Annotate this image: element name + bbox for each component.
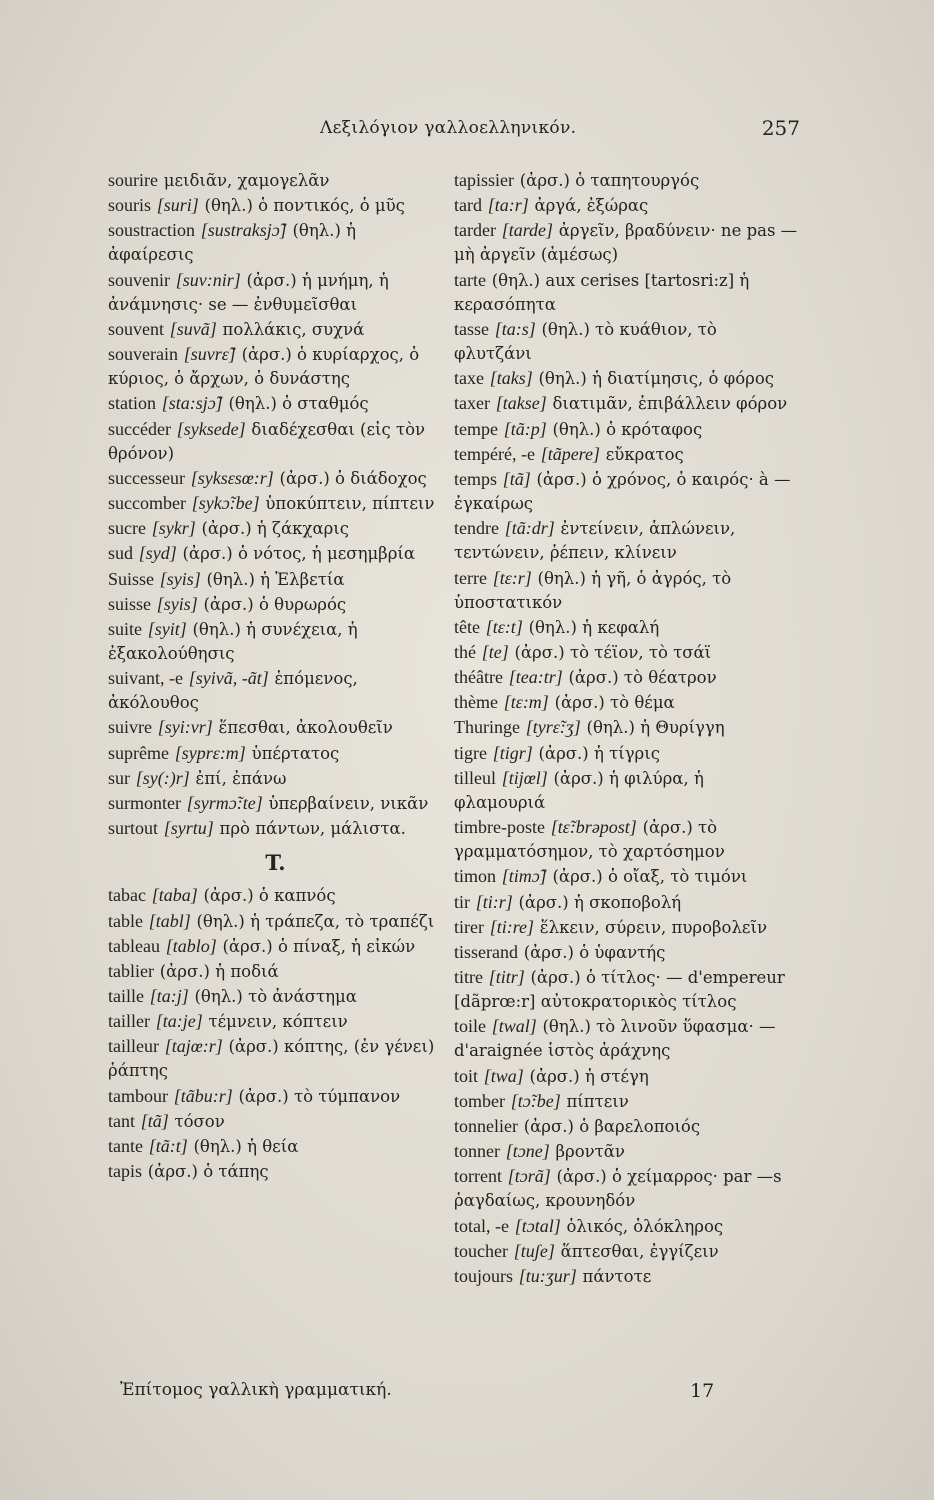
- entry-translation: (ἀρσ.) τὸ τέϊον, τὸ τσάϊ: [514, 642, 712, 662]
- dictionary-entry: [108, 984, 443, 1009]
- footer-signature-number: 17: [690, 1380, 715, 1402]
- page-header: [100, 118, 800, 148]
- entry-pronunciation: [takse]: [495, 393, 547, 414]
- entry-headword: tendre: [454, 518, 499, 539]
- entry-headword: sud: [108, 543, 134, 564]
- dictionary-entry: [108, 342, 443, 391]
- dictionary-entry: [454, 366, 799, 391]
- entry-pronunciation: [timɔ̃]: [501, 866, 547, 887]
- entry-headword: Suisse: [108, 568, 155, 589]
- dictionary-entry: [454, 665, 799, 690]
- entry-pronunciation: [tyrɛ̃:ʒ]: [525, 717, 581, 738]
- dictionary-entry: [108, 168, 443, 193]
- entry-translation: (ἀρσ.) ἡ μνήμη, ἡ ἀνάμνησις· se — ἐνθυμεῖσθαι: [108, 270, 389, 314]
- entry-pronunciation: [syis]: [156, 593, 198, 614]
- entry-headword: tonnelier: [454, 1115, 518, 1136]
- entry-translation: (ἀρσ.) ἡ τίγρις: [538, 743, 660, 763]
- entry-pronunciation: [syis]: [159, 568, 201, 589]
- entry-translation: (ἀρσ.) ὁ τάπης: [147, 1162, 269, 1182]
- entry-headword: thème: [454, 692, 498, 713]
- entry-translation: (ἀρσ.) ὁ διάδοχος: [279, 468, 427, 488]
- entry-headword: suisse: [108, 593, 152, 614]
- entry-headword: tarder: [454, 220, 496, 241]
- entry-translation: (ἀρσ.) ἡ σκοποβολή: [518, 892, 682, 912]
- entry-pronunciation: [tãbu:r]: [173, 1085, 233, 1106]
- entry-translation: (ἀρσ.) ἡ φιλύρα, ἡ φλαμουριά: [454, 768, 704, 812]
- entry-pronunciation: [tã]: [502, 468, 531, 489]
- entry-translation: (ἀρσ.) ὁ χείμαρρος· par —s ῥαγδαίως, κρουνηδόν: [454, 1167, 782, 1211]
- entry-pronunciation: [syrtu]: [163, 818, 214, 839]
- entry-headword: toujours: [454, 1265, 514, 1286]
- dictionary-entry: [108, 1109, 443, 1134]
- dictionary-entry: [108, 317, 443, 342]
- entry-pronunciation: [tɛ:t]: [485, 616, 523, 637]
- dictionary-entry: [108, 959, 443, 984]
- entry-pronunciation: [tɔrã]: [507, 1166, 551, 1187]
- entry-headword: tailleur: [108, 1036, 159, 1057]
- dictionary-entry: [108, 909, 443, 934]
- entry-translation: ὑπερβαίνειν, νικᾶν: [268, 793, 429, 813]
- dictionary-entry: [454, 890, 799, 915]
- entry-headword: tempéré, -e: [454, 443, 535, 464]
- entry-pronunciation: [syksɛsœ:r]: [190, 467, 274, 488]
- entry-translation: (θηλ.) ὁ σταθμός: [228, 394, 369, 414]
- entry-headword: souvenir: [108, 269, 170, 290]
- entry-pronunciation: [syd]: [138, 543, 177, 564]
- dictionary-entry: [454, 566, 799, 615]
- entry-pronunciation: [tɛ:m]: [503, 692, 549, 713]
- entry-translation: (ἀρσ.) ὁ τίτλος· — d'empereur [dãprœ:r] αὐτοκρατορικὸς τίτλος: [454, 968, 785, 1012]
- entry-translation: ὑποκύπτειν, πίπτειν: [265, 494, 435, 514]
- left-column: [108, 168, 443, 1184]
- dictionary-entry: [108, 592, 443, 617]
- dictionary-entry: [454, 391, 799, 416]
- entry-pronunciation: [syprɛ:m]: [174, 742, 246, 763]
- entry-pronunciation: [tɔne]: [505, 1141, 550, 1162]
- entry-translation: (θηλ.) τὸ λινοῦν ὕφασμα· — d'araignée ἱστὸς ἀράχνης: [454, 1017, 776, 1061]
- entry-translation: (θηλ.) ὁ ποντικός, ὁ μῦς: [204, 196, 405, 216]
- entry-translation: (θηλ.) ἡ ἀφαίρεσις: [108, 221, 357, 265]
- entry-translation: (ἀρσ.) ὁ βαρελοποιός: [523, 1116, 701, 1136]
- entry-translation: ἕλκειν, σύρειν, πυροβολεῖν: [539, 917, 767, 937]
- dictionary-entry: [108, 516, 443, 541]
- entry-headword: tambour: [108, 1085, 168, 1106]
- entry-headword: tigre: [454, 742, 487, 763]
- entry-pronunciation: [tu:ʒur]: [518, 1265, 577, 1286]
- entry-translation: (ἀρσ.) ὁ χρόνος, ὁ καιρός· à — ἐγκαίρως: [454, 469, 791, 514]
- entry-pronunciation: [ta:j]: [149, 986, 189, 1006]
- entry-headword: surtout: [108, 818, 159, 839]
- entry-pronunciation: [twa]: [483, 1065, 524, 1086]
- dictionary-entry: [108, 567, 443, 592]
- entry-translation: (ἀρσ.) ὁ οἴαξ, τὸ τιμόνι: [552, 867, 748, 887]
- entry-translation: τέμνειν, κόπτειν: [208, 1012, 348, 1032]
- entry-translation: μειδιᾶν, χαμογελᾶν: [163, 171, 330, 190]
- page-number: 257: [761, 116, 800, 140]
- dictionary-entry: [454, 168, 799, 193]
- entry-translation: (ἀρσ.) ὁ ὑφαντής: [523, 942, 666, 962]
- dictionary-entry: [454, 615, 799, 640]
- entry-headword: souvent: [108, 318, 164, 339]
- dictionary-entry: [454, 317, 799, 366]
- entry-translation: (θηλ.) ἡ Θυρίγγη: [586, 718, 725, 738]
- entry-translation: διαδέχεσθαι (εἰς τὸν θρόνον): [108, 419, 426, 463]
- dictionary-entry: [108, 766, 443, 791]
- entry-headword: timon: [454, 866, 497, 887]
- dictionary-entry: [108, 1134, 443, 1159]
- entry-translation: (ἀρσ.) τὸ θέμα: [554, 693, 675, 713]
- dictionary-entry: [454, 218, 799, 267]
- entry-headword: torrent: [454, 1166, 502, 1187]
- dictionary-entry: [454, 467, 799, 516]
- entry-pronunciation: [syi:vr]: [157, 717, 213, 738]
- entry-translation: (ἀρσ.) τὸ τύμπανον: [238, 1086, 401, 1106]
- entry-headword: temps: [454, 468, 497, 489]
- entry-pronunciation: [twal]: [491, 1016, 537, 1037]
- entry-translation: πίπτειν: [566, 1091, 629, 1111]
- entry-translation: ἐπί, ἐπάνω: [195, 768, 287, 788]
- dictionary-entry: [108, 417, 443, 466]
- entry-pronunciation: [sta:sjɔ̃]: [161, 393, 223, 414]
- entry-headword: toile: [454, 1016, 486, 1037]
- dictionary-entry: [108, 617, 443, 666]
- dictionary-entry: [108, 934, 443, 959]
- entry-pronunciation: [tajœ:r]: [164, 1036, 223, 1057]
- section-letter: T.: [265, 850, 286, 876]
- entry-headword: suprême: [108, 742, 169, 763]
- entry-translation: ἀργά, ἐξώρας: [534, 196, 649, 216]
- dictionary-entry: [108, 1159, 443, 1184]
- entry-headword: timbre-poste: [454, 817, 545, 838]
- entry-pronunciation: [syksede]: [176, 418, 246, 439]
- entry-pronunciation: [tɛ̃:brəpost]: [550, 817, 637, 838]
- entry-headword: tapis: [108, 1161, 142, 1182]
- dictionary-entry: [108, 466, 443, 491]
- dictionary-entry: [108, 218, 443, 267]
- entry-pronunciation: [titr]: [488, 967, 525, 987]
- entry-headword: successeur: [108, 467, 185, 488]
- entry-pronunciation: [tijœl]: [501, 767, 548, 788]
- entry-headword: tirer: [454, 916, 484, 937]
- entry-headword: tableau: [108, 935, 160, 956]
- dictionary-entry: [454, 915, 799, 940]
- dictionary-entry: [454, 1014, 799, 1063]
- entry-translation: πολλάκις, συχνά: [222, 319, 365, 339]
- dictionary-entry: [454, 442, 799, 467]
- entry-headword: taxer: [454, 393, 490, 414]
- entry-translation: πρὸ πάντων, μάλιστα.: [219, 819, 406, 839]
- entry-translation: (θηλ.) aux cerises [tartosri:z] ἡ κερασόπητα: [454, 270, 750, 314]
- entry-translation: (ἀρσ.) ὁ νότος, ἡ μεσημβρία: [182, 544, 416, 564]
- entry-pronunciation: [taks]: [489, 368, 533, 389]
- entry-translation: (ἀρσ.) ἡ ποδιά: [159, 961, 279, 981]
- dictionary-entry: [454, 940, 799, 965]
- entry-headword: suivre: [108, 717, 152, 738]
- entry-headword: souverain: [108, 344, 178, 365]
- entry-headword: toit: [454, 1065, 479, 1086]
- dictionary-entry: [454, 1064, 799, 1089]
- dictionary-entry: [108, 883, 443, 908]
- dictionary-entry: [454, 690, 799, 715]
- dictionary-entry: [454, 741, 799, 766]
- entry-headword: table: [108, 910, 143, 931]
- entry-headword: tabac: [108, 885, 146, 906]
- entry-pronunciation: [tã:p]: [503, 418, 547, 439]
- dictionary-entry: [454, 1214, 799, 1239]
- entry-pronunciation: [tɔ̃:be]: [510, 1090, 561, 1111]
- dictionary-entry: [108, 491, 443, 516]
- entry-pronunciation: [ta:r]: [487, 195, 529, 216]
- dictionary-entry: [454, 1139, 799, 1164]
- dictionary-entry: [454, 766, 799, 815]
- dictionary-entry: [454, 417, 799, 442]
- entries-t: [108, 883, 443, 1184]
- dictionary-entry: [108, 715, 443, 740]
- dictionary-entry: [108, 1084, 443, 1109]
- entry-pronunciation: [taba]: [151, 885, 198, 906]
- entry-translation: (θηλ.) ἡ Ἑλβετία: [206, 569, 345, 589]
- entry-headword: suivant, -e: [108, 668, 183, 689]
- entry-headword: tir: [454, 891, 470, 912]
- entry-translation: (θηλ.) ὁ κρόταφος: [552, 419, 703, 439]
- entry-pronunciation: [tã:dr]: [504, 518, 555, 539]
- entry-translation: πάντοτε: [582, 1266, 652, 1286]
- dictionary-entry: [454, 864, 799, 889]
- entry-translation: (θηλ.) ἡ γῆ, ὁ ἀγρός, τὸ ὑποστατικόν: [454, 568, 732, 612]
- entry-headword: surmonter: [108, 792, 181, 813]
- entry-pronunciation: [suri]: [156, 195, 199, 216]
- dictionary-entry: [454, 1264, 799, 1289]
- entry-pronunciation: [sykɔ̃:be]: [191, 493, 260, 514]
- dictionary-entry: [108, 1009, 443, 1034]
- entry-pronunciation: [tɔtal]: [514, 1215, 561, 1236]
- entry-headword: sucre: [108, 518, 146, 539]
- dictionary-entry: [454, 193, 799, 218]
- dictionary-entry: [454, 1089, 799, 1114]
- dictionary-entry: [454, 815, 799, 864]
- entry-headword: succomber: [108, 493, 186, 514]
- dictionary-entry: [454, 715, 799, 740]
- dictionary-entry: [108, 791, 443, 816]
- entry-translation: (ἀρσ.) ἡ στέγη: [529, 1066, 649, 1086]
- entry-pronunciation: [sykr]: [151, 518, 196, 539]
- entry-headword: thé: [454, 641, 476, 662]
- entry-translation: ἐντείνειν, ἁπλώνειν, τεντώνειν, ῥέπειν, κλίνειν: [454, 519, 736, 563]
- entry-translation: (θηλ.) ἡ τράπεζα, τὸ τραπέζι: [196, 911, 435, 931]
- entry-pronunciation: [tabl]: [148, 910, 191, 931]
- entry-translation: διατιμᾶν, ἐπιβάλλειν φόρον: [552, 394, 788, 414]
- dictionary-entry: [454, 640, 799, 665]
- dictionary-entry: [454, 268, 799, 317]
- entry-pronunciation: [tãpere]: [540, 443, 601, 464]
- entry-translation: ἑπόμενος, ἀκόλουθος: [108, 669, 358, 713]
- entries-s: [108, 168, 443, 841]
- entry-headword: tailler: [108, 1011, 150, 1032]
- running-title: Λεξιλόγιον γαλλοελληνικόν.: [320, 118, 577, 138]
- entry-translation: τόσον: [174, 1111, 225, 1131]
- footer-signature: Ἐπίτομος γαλλικὴ γραμματική.: [120, 1380, 392, 1400]
- entry-headword: tisserand: [454, 941, 518, 962]
- entry-headword: terre: [454, 567, 487, 588]
- entry-pronunciation: [sustraksjɔ̃]: [200, 220, 287, 241]
- entry-headword: suite: [108, 618, 142, 639]
- entries-t-continued: [454, 168, 799, 1289]
- entry-headword: tard: [454, 195, 482, 216]
- entry-headword: total, -e: [454, 1215, 509, 1236]
- entry-pronunciation: [ta:s]: [494, 318, 536, 339]
- entry-headword: succéder: [108, 418, 171, 439]
- entry-translation: ἕπεσθαι, ἀκολουθεῖν: [218, 718, 393, 738]
- entry-translation: (ἀρσ.) ὁ θυρωρός: [203, 594, 347, 614]
- entry-headword: tant: [108, 1110, 135, 1131]
- entry-translation: (ἀρσ.) τὸ θέατρον: [568, 668, 717, 688]
- entry-headword: tilleul: [454, 767, 496, 788]
- entry-pronunciation: [ti:re]: [489, 916, 535, 937]
- entry-headword: théâtre: [454, 667, 503, 688]
- entry-pronunciation: [tea:tr]: [508, 667, 563, 688]
- entry-pronunciation: [tablo]: [165, 935, 217, 956]
- entry-headword: taille: [108, 986, 144, 1006]
- entry-headword: sur: [108, 767, 130, 788]
- entry-pronunciation: [ta:je]: [155, 1011, 203, 1032]
- entry-headword: toucher: [454, 1240, 508, 1261]
- dictionary-entry: [108, 1034, 443, 1083]
- entry-translation: (ἀρσ.) ὁ ταπητουργός: [519, 171, 700, 190]
- dictionary-entry: [108, 666, 443, 715]
- dictionary-entry: [108, 816, 443, 841]
- entry-translation: (ἀρσ.) ὁ κυρίαρχος, ὁ κύριος, ὁ ἄρχων, ὁ δυνάστης: [108, 345, 420, 389]
- entry-headword: tarte: [454, 269, 486, 290]
- dictionary-entry: [454, 965, 799, 1014]
- entry-pronunciation: [tarde]: [501, 220, 554, 241]
- entry-translation: (θηλ.) ἡ συνέχεια, ἡ ἐξακολούθησις: [108, 619, 358, 663]
- entry-translation: (ἀρσ.) ἡ ζάκχαρις: [201, 519, 350, 539]
- entry-pronunciation: [syit]: [147, 618, 187, 639]
- entry-pronunciation: [syrmɔ̃:te]: [186, 792, 263, 813]
- dictionary-entry: [108, 541, 443, 566]
- dictionary-entry: [108, 741, 443, 766]
- entry-headword: tomber: [454, 1090, 505, 1111]
- right-column: [454, 168, 799, 1289]
- entry-headword: tasse: [454, 318, 489, 339]
- entry-translation: (θηλ.) τὸ ἀνάστημα: [194, 987, 357, 1006]
- entry-pronunciation: [ti:r]: [475, 891, 513, 912]
- entry-pronunciation: [tã:t]: [148, 1135, 188, 1156]
- entry-pronunciation: [sy(:)r]: [135, 767, 190, 788]
- entry-translation: (ἀρσ.) τὸ γραμματόσημον, τὸ χαρτόσημον: [454, 818, 725, 862]
- entry-translation: (θηλ.) ἡ θεία: [193, 1136, 299, 1156]
- entry-translation: (ἀρσ.) κόπτης, (ἐν γένει) ῥάπτης: [108, 1037, 435, 1081]
- entry-pronunciation: [tuʃe]: [513, 1240, 555, 1261]
- entry-headword: souris: [108, 195, 152, 216]
- entry-headword: Thuringe: [454, 717, 520, 738]
- dictionary-entry: [108, 193, 443, 218]
- entry-translation: (θηλ.) ἡ διατίμησις, ὁ φόρος: [538, 369, 774, 389]
- dictionary-entry: [454, 1114, 799, 1139]
- entry-translation: βροντᾶν: [555, 1142, 625, 1162]
- entry-headword: tête: [454, 616, 480, 637]
- entry-pronunciation: [tɛ:r]: [492, 567, 532, 588]
- dictionary-entry: [108, 268, 443, 317]
- entry-translation: (ἀρσ.) ὁ καπνός: [203, 886, 336, 906]
- dictionary-entry: [108, 391, 443, 416]
- entry-translation: ὁλικός, ὁλόκληρος: [566, 1216, 724, 1236]
- entry-pronunciation: [tã]: [140, 1110, 169, 1131]
- entry-pronunciation: [suv:nir]: [175, 269, 241, 290]
- entry-headword: station: [108, 393, 156, 414]
- entry-translation: ἅπτεσθαι, ἐγγίζειν: [560, 1241, 719, 1261]
- entry-headword: tonner: [454, 1141, 500, 1162]
- entry-headword: tempe: [454, 418, 498, 439]
- entry-translation: ἀργεῖν, βραδύνειν· ne pas — μὴ ἀργεῖν (ἀμέσως): [454, 221, 798, 265]
- entry-pronunciation: [tigr]: [492, 742, 533, 763]
- entry-pronunciation: [te]: [481, 641, 509, 662]
- dictionary-entry: [454, 516, 799, 565]
- dictionary-entry: [454, 1164, 799, 1213]
- entry-translation: (θηλ.) τὸ κυάθιον, τὸ φλυτζάνι: [454, 319, 717, 364]
- entry-headword: tante: [108, 1135, 143, 1156]
- entry-translation: (ἀρσ.) ὁ πίναξ, ἡ εἰκών: [222, 936, 416, 956]
- entry-headword: taxe: [454, 368, 484, 389]
- entry-translation: ὑπέρτατος: [251, 743, 340, 763]
- entry-headword: tablier: [108, 960, 154, 981]
- entry-pronunciation: [suvrɛ̃]: [183, 344, 236, 365]
- dictionary-entry: [454, 1239, 799, 1264]
- entry-headword: soustraction: [108, 220, 195, 241]
- entry-pronunciation: [suvã]: [169, 318, 217, 339]
- entry-translation: (θηλ.) ἡ κεφαλή: [528, 617, 660, 637]
- entry-translation: εὔκρατος: [605, 444, 684, 464]
- entry-headword: tapissier: [454, 170, 514, 190]
- entry-headword: titre: [454, 967, 483, 987]
- entry-headword: sourire: [108, 170, 158, 190]
- entry-pronunciation: [syivã, -ãt]: [188, 668, 269, 689]
